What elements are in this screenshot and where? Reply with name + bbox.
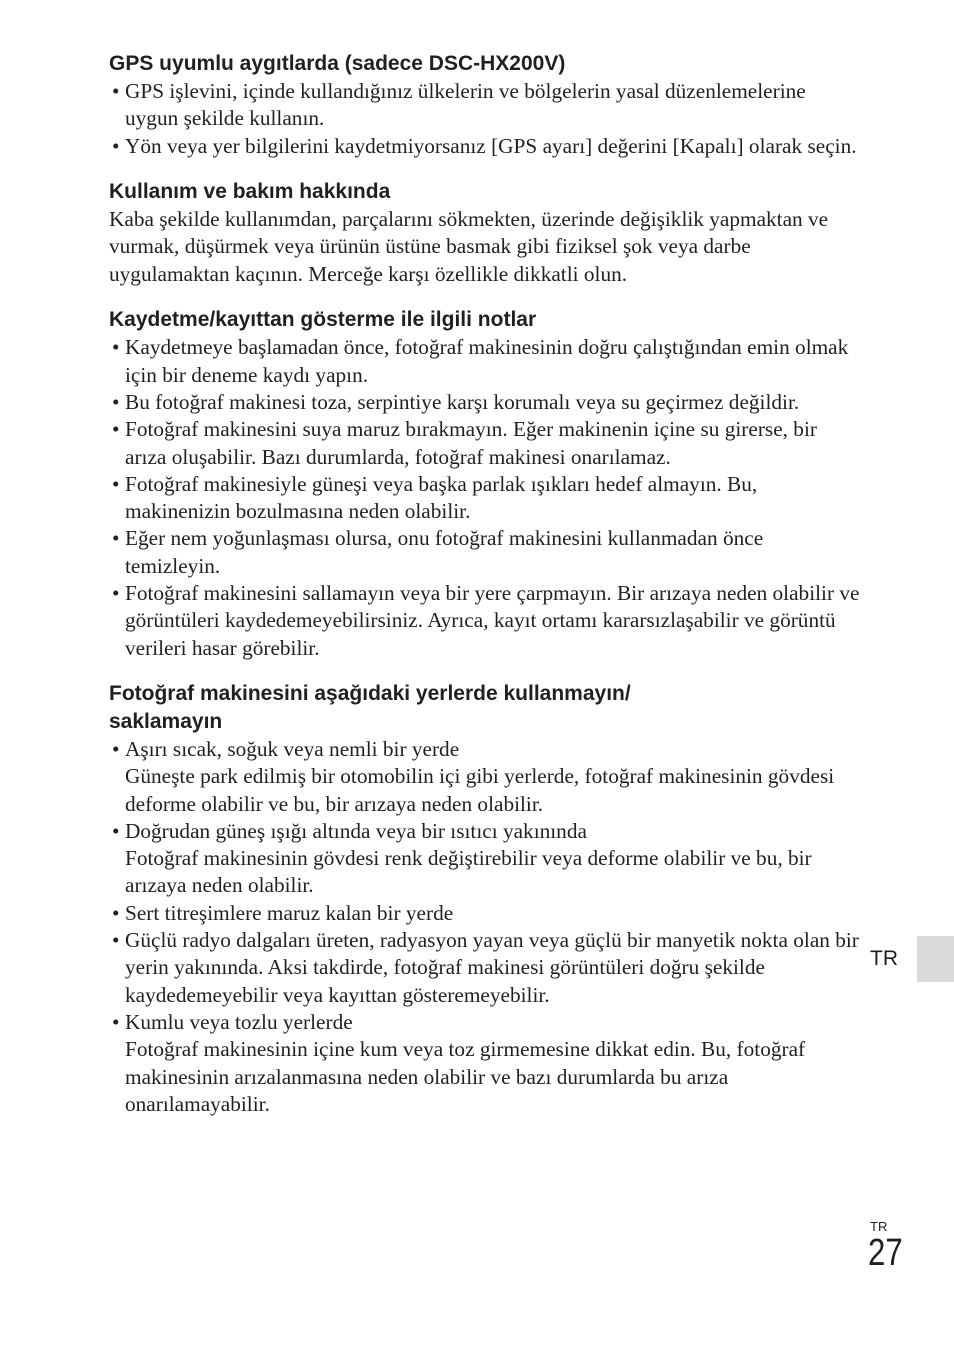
language-tab-label: TR	[870, 947, 898, 970]
section-heading: Kaydetme/kayıttan gösterme ile ilgili notlar	[109, 308, 537, 332]
list-item: • Fotoğraf makinesini suya maruz bırakmayın. Eğer makinenin içine su girerse, bir arıza oluşabilir. Bazı durumlarda, fotoğraf makinesi onarılamaz.	[112, 417, 817, 469]
list-item: • Doğrudan güneş ışığı altında veya bir ısıtıcı yakınında Fotoğraf makinesinin gövdesi renk değiştirebilir veya deforme olabilir ve bu, bir arızaya neden olabilir.	[112, 818, 812, 898]
list-item: • Kumlu veya tozlu yerlerde Fotoğraf makinesinin içine kum veya toz girmemesine dikkat edin. Bu, fotoğraf makinesinin arızalanmasına neden olabilir ve bazı durumlarda bu arıza onarılamayabilir.	[112, 1009, 806, 1116]
section-heading: GPS uyumlu aygıtlarda (sadece DSC-HX200V)	[109, 52, 566, 75]
page-language-code: TR	[870, 1219, 888, 1234]
paragraph: Kaba şekilde kullanımdan, parçalarını sökmekten, üzerinde değişiklik yapmaktan ve vurmak, düşürmek veya ürünün üstüne basmak gibi fiziksel şok veya darbe uygulamaktan kaçının. Merceğe karşı özellikle dikkatli olun.	[109, 206, 829, 286]
list-item: • Eğer nem yoğunlaşması olursa, onu fotoğraf makinesini kullanmadan önce temizleyin.	[112, 526, 764, 578]
list-item: • Fotoğraf makinesini sallamayın veya bir yere çarpmayın. Bir arızaya neden olabilir ve görüntüleri kaydedemeyebilirsiniz. Ayrıca, kayıt ortamı kararsızlaşabilir ve görüntü verileri hasar görebilir.	[112, 581, 860, 660]
bullet-list	[109, 334, 861, 662]
list-item: • Kaydetmeye başlamadan önce, fotoğraf makinesinin doğru çalıştığından emin olmak için bir deneme kaydı yapın.	[112, 335, 849, 387]
bullet-list	[109, 78, 861, 160]
list-item: • Güçlü radyo dalgaları üreten, radyasyon yayan veya güçlü bir manyetik nokta olan bir yerin yakınında. Aksi takdirde, fotoğraf makinesi görüntüleri doğru şekilde kaydedemeyebilir veya kayıttan gösteremeyebilir.	[112, 928, 859, 1007]
section-usage-care	[109, 178, 861, 289]
list-item: • Bu fotoğraf makinesi toza, serpintiye karşı korumalı veya su geçirmez değildir.	[112, 389, 800, 414]
language-tab-marker	[917, 936, 954, 982]
section-heading: Fotoğraf makinesini aşağıdaki yerlerde kullanmayın/ saklamayın	[109, 681, 631, 733]
list-item: • Fotoğraf makinesiyle güneşi veya başka parlak ışıkları hedef almayın. Bu, makinenizin bozulmasına neden olabilir.	[112, 471, 758, 524]
list-item: • Sert titreşimlere maruz kalan bir yerde	[112, 900, 454, 925]
list-item: • Yön veya yer bilgilerini kaydetmiyorsanız [GPS ayarı] değerini [Kapalı] olarak seçin.	[112, 133, 857, 158]
list-item: • Aşırı sıcak, soğuk veya nemli bir yerde Güneşte park edilmiş bir otomobilin içi gibi yerlerde, fotoğraf makinesinin gövdesi deforme olabilir ve bu, bir arızaya neden olabilir.	[112, 736, 835, 816]
bullet-list	[109, 736, 861, 1118]
section-gps	[109, 50, 861, 160]
page-number: 27	[868, 1232, 903, 1274]
section-heading: Kullanım ve bakım hakkında	[109, 179, 391, 203]
document-body	[109, 50, 861, 1136]
list-item: • GPS işlevini, içinde kullandığınız ülkelerin ve bölgelerin yasal düzenlemelerine uygun şekilde kullanın.	[112, 79, 806, 131]
section-recording-notes	[109, 306, 861, 662]
section-locations	[109, 680, 861, 1118]
